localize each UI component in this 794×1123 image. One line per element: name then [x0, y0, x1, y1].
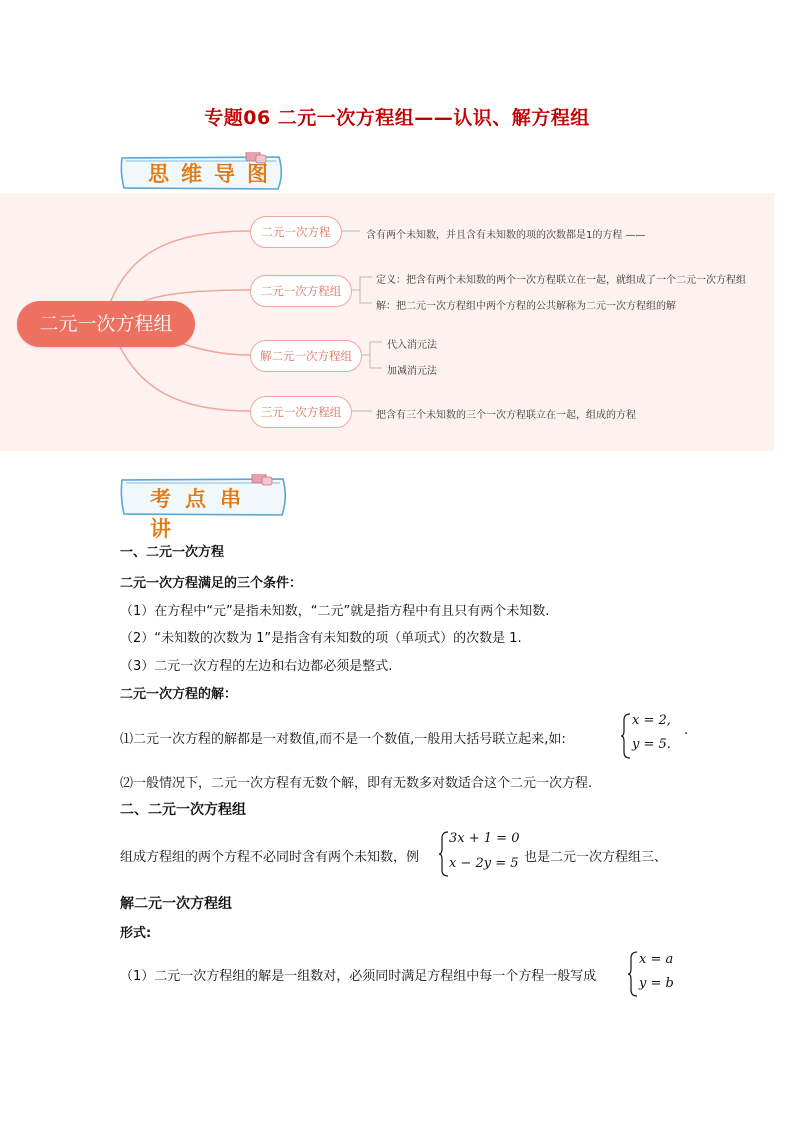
form-label: 形式:: [120, 926, 152, 941]
condition-3: （3）二元一次方程的左边和右边都必须是整式.: [120, 659, 393, 674]
banner-label: 考点串讲: [150, 486, 255, 541]
form-eq-1: x = a: [639, 952, 674, 967]
solution-eq-1: x = 2,: [632, 713, 671, 728]
leaf-equation-def: 含有两个未知数，并且含有未知数的项的次数都是1的方程 ——: [366, 230, 646, 241]
leaf-elimination: 加减消元法: [387, 366, 437, 377]
condition-2: （2）“未知数的次数为 1”是指含有未知数的项（单项式）的次数是 1.: [120, 631, 522, 646]
keypoints-banner: [118, 474, 286, 541]
leaf-system-def: 定义：把含有两个未知数的两个一次方程联立在一起，就组成了一个二元一次方程组: [376, 275, 746, 286]
condition-1: （1）在方程中“元”是指未知数，“二元”就是指方程中有且只有两个未知数.: [120, 604, 550, 619]
section3-title: 解二元一次方程组: [120, 896, 232, 912]
conditions-title: 二元一次方程满足的三个条件：: [120, 576, 303, 591]
section1-title: 一、二元一次方程: [120, 545, 225, 560]
section2-end: 也是二元一次方程组三、: [524, 850, 668, 865]
left-brace-icon: [627, 950, 639, 998]
example-eq-1: 3x + 1 = 0: [449, 831, 520, 846]
node-three-var: 三元一次方程组: [250, 396, 352, 428]
node-equation: 二元一次方程: [250, 216, 342, 248]
form-1: （1）二元一次方程组的解是一组数对，必须同时满足方程组中每一个方程一般写成: [120, 969, 597, 984]
left-brace-icon: [620, 712, 632, 760]
node-system: 二元一次方程组: [250, 275, 352, 307]
example-eq-2: x − 2y = 5: [449, 856, 519, 871]
solution-end: .: [684, 723, 689, 738]
mindmap-banner: [118, 152, 286, 192]
leaf-substitution: 代入消元法: [387, 340, 437, 351]
page-title: 专题06 二元一次方程组——认识、解方程组: [204, 107, 590, 129]
node-solve: 解二元一次方程组: [250, 340, 362, 372]
solution-title: 二元一次方程的解：: [120, 687, 238, 702]
leaf-three-var-def: 把含有三个未知数的三个一次方程联立在一起，组成的方程: [376, 410, 636, 421]
leaf-system-sol: 解：把二元一次方程组中两个方程的公共解称为二元一次方程组的解: [376, 301, 676, 312]
solution-eq-2: y = 5.: [632, 737, 671, 752]
solution-1: ⑴二元一次方程的解都是一对数值,而不是一个数值,一般用大括号联立起来,如:: [120, 732, 566, 747]
section2-text: 组成方程组的两个方程不必同时含有两个未知数，例: [120, 850, 420, 865]
solution-2: ⑵一般情况下，二元一次方程有无数个解，即有无数多对数适合这个二元一次方程.: [120, 776, 593, 791]
banner-label: 思维导图: [148, 161, 280, 186]
mindmap-root: 二元一次方程组: [17, 301, 195, 347]
section2-title: 二、二元一次方程组: [120, 802, 246, 818]
form-eq-2: y = b: [639, 976, 674, 991]
